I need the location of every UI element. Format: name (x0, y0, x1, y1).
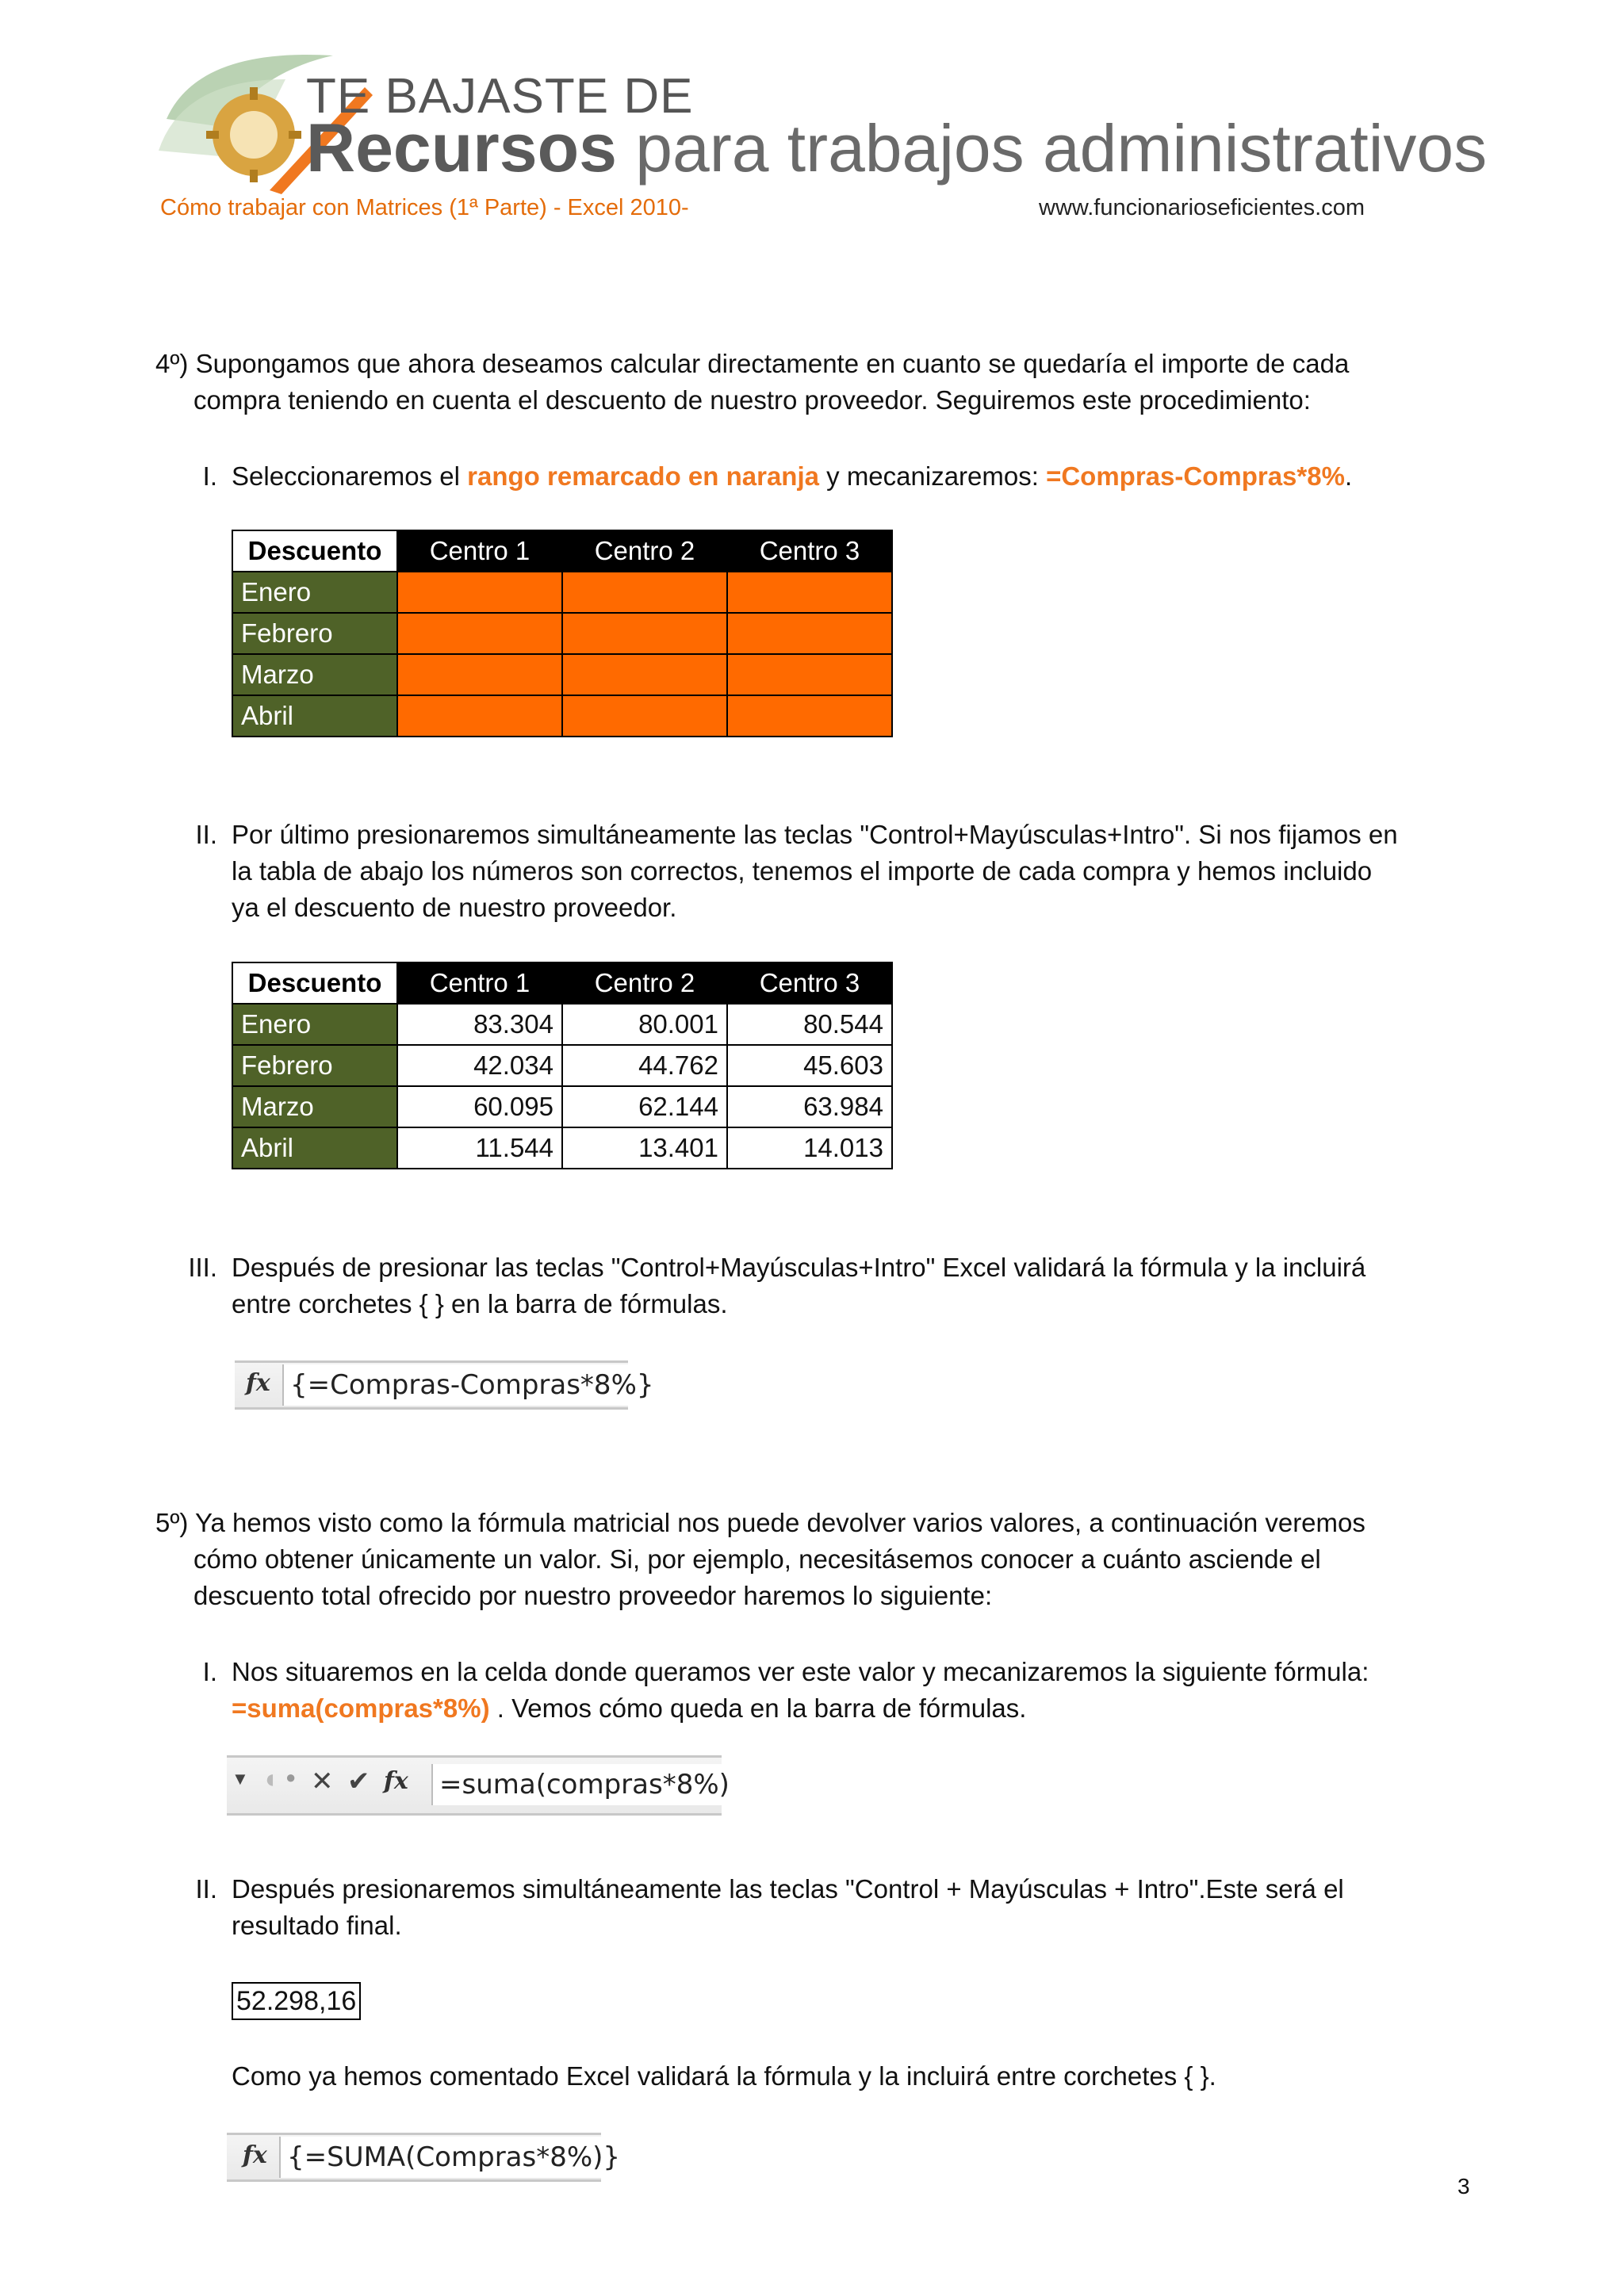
value-cell[interactable]: 44.762 (562, 1045, 727, 1086)
step-number: I. (202, 1657, 217, 1686)
step1-highlight-formula: =suma(compras*8%) (232, 1693, 490, 1723)
value-cell[interactable]: 62.144 (562, 1086, 727, 1127)
section5-step1-line2 (232, 1690, 1026, 1727)
selected-range-cell[interactable] (397, 572, 562, 613)
step1-highlight-formula: =Compras-Compras*8% (1046, 461, 1345, 491)
step1-text-e: . (1344, 461, 1353, 491)
formula-bar (227, 2133, 621, 2182)
page-number: 3 (1457, 2174, 1470, 2198)
step1-text-rest: . Vemos cómo queda en la barra de fórmulas. (489, 1693, 1027, 1723)
selected-range-cell[interactable] (562, 572, 727, 613)
table-row (232, 572, 892, 613)
function-icon[interactable]: fx (246, 1369, 270, 1397)
step-number: II. (195, 1874, 217, 1904)
selected-range-cell[interactable] (397, 613, 562, 654)
table-header-cell: Centro 1 (397, 530, 562, 572)
dot-icon: ● (285, 1767, 297, 1787)
formula-input[interactable]: {=Compras-Compras*8%} (282, 1364, 628, 1406)
section4-step3-line1: Después de presionar las teclas "Control+Mayúsculas+Intro" Excel validará la fórmula y la incluirá (232, 1253, 1366, 1282)
logo-text-rest: para trabajos administrativos (616, 111, 1488, 186)
selected-range-cell[interactable] (562, 695, 727, 737)
table-row (232, 1127, 892, 1169)
table-header-row (232, 530, 892, 572)
section4-intro-line2: compra teniendo en cuenta el descuento de nuestro proveedor. Seguiremos este procedimiento: (193, 385, 1311, 415)
value-cell[interactable]: 42.034 (397, 1045, 562, 1086)
selected-range-cell[interactable] (397, 695, 562, 737)
value-cell[interactable]: 45.603 (727, 1045, 892, 1086)
value-cell[interactable]: 14.013 (727, 1127, 892, 1169)
section4-step3-line2: entre corchetes { } en la barra de fórmulas. (232, 1289, 728, 1318)
table-header-row (232, 962, 892, 1004)
selected-range-cell[interactable] (727, 654, 892, 695)
formula-bar (235, 1360, 654, 1410)
month-cell: Marzo (232, 1086, 397, 1127)
table-header-cell: Centro 3 (727, 962, 892, 1004)
value-cell[interactable]: 83.304 (397, 1004, 562, 1045)
month-cell: Abril (232, 695, 397, 737)
logo-text-bold: Recursos (306, 110, 617, 186)
selected-range-cell[interactable] (727, 695, 892, 737)
table-header-cell: Centro 1 (397, 962, 562, 1004)
value-cell[interactable]: 80.544 (727, 1004, 892, 1045)
value-cell[interactable]: 63.984 (727, 1086, 892, 1127)
formula-input[interactable]: {=SUMA(Compras*8%)} (279, 2137, 601, 2178)
section5-intro-line3: descuento total ofrecido por nuestro proveedor haremos lo siguiente: (193, 1581, 993, 1610)
step1-text-a: Seleccionaremos el (232, 461, 468, 491)
value-cell[interactable]: 11.544 (397, 1127, 562, 1169)
month-cell: Febrero (232, 1045, 397, 1086)
month-cell: Enero (232, 1004, 397, 1045)
value-cell[interactable]: 13.401 (562, 1127, 727, 1169)
section4-step2-line1: Por último presionaremos simultáneamente las teclas "Control+Mayúsculas+Intro". Si nos fijamos en (232, 820, 1398, 849)
section5-step2-line2: resultado final. (232, 1911, 402, 1940)
section5-step1-line1: Nos situaremos en la celda donde queramos ver este valor y mecanizaremos la siguiente fórmula: (232, 1657, 1369, 1686)
section4-step2-line2: la tabla de abajo los números son correctos, tenemos el importe de cada compra y hemos incluido (232, 856, 1373, 886)
discount-table-values (232, 962, 893, 1169)
logo-text-top: TE BAJASTE DE (306, 69, 694, 124)
result-cell[interactable]: 52.298,16 (232, 1982, 361, 2020)
step1-highlight-range: rango remarcado en naranja (467, 461, 819, 491)
table-header-cell: Centro 2 (562, 962, 727, 1004)
value-cell[interactable]: 60.095 (397, 1086, 562, 1127)
table-row (232, 654, 892, 695)
table-header-cell: Centro 3 (727, 530, 892, 572)
selected-range-cell[interactable] (562, 613, 727, 654)
section5-note: Como ya hemos comentado Excel validará la fórmula y la incluirá entre corchetes { }. (232, 2061, 1216, 2091)
step-number: III. (188, 1253, 217, 1282)
selected-range-cell[interactable] (727, 613, 892, 654)
section5-intro-line2: cómo obtener únicamente un valor. Si, por ejemplo, necesitásemos conocer a cuánto asciende el (193, 1544, 1321, 1574)
logo-text-main (306, 109, 1487, 188)
website-link[interactable]: www.funcionarioseficientes.com (1039, 195, 1365, 220)
month-cell: Marzo (232, 654, 397, 695)
table-header-cell: Centro 2 (562, 530, 727, 572)
step1-text-c: y mecanizaremos: (818, 461, 1047, 491)
step-number: I. (202, 461, 217, 491)
selected-range-cell[interactable] (562, 654, 727, 695)
enter-check-icon[interactable]: ✔ (347, 1766, 370, 1797)
formula-input[interactable]: =suma(compras*8%) (431, 1764, 722, 1805)
table-header-cell: Descuento (232, 530, 397, 572)
month-cell: Enero (232, 572, 397, 613)
table-row (232, 695, 892, 737)
table-row (232, 1086, 892, 1127)
month-cell: Febrero (232, 613, 397, 654)
function-icon[interactable]: fx (243, 2141, 267, 2169)
month-cell: Abril (232, 1127, 397, 1169)
value-cell[interactable]: 80.001 (562, 1004, 727, 1045)
document-title: Cómo trabajar con Matrices (1ª Parte) - Excel 2010- (160, 195, 689, 220)
section4-intro-line1: 4º) Supongamos que ahora deseamos calcular directamente en cuanto se quedaría el importe de cada (155, 349, 1350, 378)
table-row (232, 1004, 892, 1045)
resize-handle-icon[interactable]: ◖ (262, 1764, 278, 1794)
formula-bar-with-controls (227, 1755, 730, 1816)
table-row (232, 613, 892, 654)
cancel-icon[interactable]: ✕ (311, 1766, 334, 1797)
selected-range-cell[interactable] (727, 572, 892, 613)
function-icon[interactable]: fx (384, 1767, 408, 1795)
selected-range-cell[interactable] (397, 654, 562, 695)
table-row (232, 1045, 892, 1086)
name-box-dropdown-icon[interactable]: ▼ (232, 1769, 249, 1789)
section5-step2-line1: Después presionaremos simultáneamente las teclas "Control + Mayúsculas + Intro".Este será el (232, 1874, 1344, 1904)
section5-intro-line1: 5º) Ya hemos visto como la fórmula matricial nos puede devolver varios valores, a continuación veremos (155, 1508, 1365, 1537)
discount-table-empty (232, 530, 893, 737)
section4-step1 (232, 458, 1352, 495)
step-number: II. (195, 820, 217, 849)
section4-step2-line3: ya el descuento de nuestro proveedor. (232, 893, 677, 922)
table-header-cell: Descuento (232, 962, 397, 1004)
